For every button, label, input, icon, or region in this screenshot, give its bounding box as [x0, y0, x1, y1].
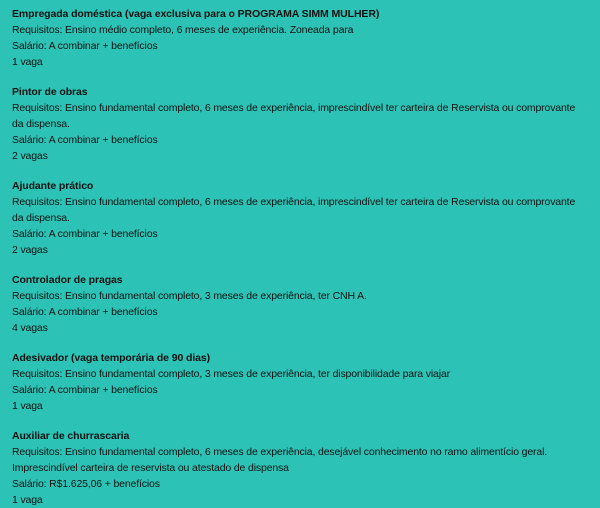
- job-openings: 4 vagas: [12, 322, 48, 334]
- job-listing: [12, 178, 600, 258]
- job-openings: 1 vaga: [12, 400, 43, 412]
- job-title: Pintor de obras: [12, 86, 88, 98]
- job-title: Controlador de pragas: [12, 274, 123, 286]
- job-title: Empregada doméstica (vaga exclusiva para o PROGRAMA SIMM MULHER): [12, 8, 380, 20]
- job-requirements: Requisitos: Ensino fundamental completo, 6 meses de experiência, imprescindível ter carteira de Reservista ou comprovante da dispensa.: [12, 102, 576, 130]
- job-openings: 1 vaga: [12, 494, 43, 506]
- job-requirements: Requisitos: Ensino médio completo, 6 meses de experiência. Zoneada para: [12, 24, 354, 36]
- job-title: Adesivador (vaga temporária de 90 dias): [12, 352, 211, 364]
- job-salary: Salário: A combinar + benefícios: [12, 40, 158, 52]
- job-requirements: Requisitos: Ensino fundamental completo, 3 meses de experiência, ter CNH A.: [12, 290, 367, 302]
- job-salary: Salário: A combinar + benefícios: [12, 306, 158, 318]
- job-requirements: Requisitos: Ensino fundamental completo, 3 meses de experiência, ter disponibilidade para viajar: [12, 368, 450, 380]
- job-requirements: Requisitos: Ensino fundamental completo, 6 meses de experiência, imprescindível ter carteira de Reservista ou comprovante da dispensa.: [12, 196, 576, 224]
- job-requirements: Requisitos: Ensino fundamental completo, 6 meses de experiência, desejável conhecimento no ramo alimentício geral. Imprescindível carteira de reservista ou atestado de dispensa: [12, 446, 548, 474]
- job-openings: 2 vagas: [12, 150, 48, 162]
- job-title: Auxiliar de churrascaria: [12, 430, 130, 442]
- job-listing: [12, 428, 600, 508]
- job-listing: [12, 272, 600, 336]
- job-salary: Salário: R$1.625,06 + benefícios: [12, 478, 160, 490]
- job-title: Ajudante prático: [12, 180, 94, 192]
- job-openings: 2 vagas: [12, 244, 48, 256]
- job-listing: [12, 84, 600, 164]
- job-salary: Salário: A combinar + benefícios: [12, 134, 158, 146]
- job-listing: [12, 6, 600, 70]
- job-openings: 1 vaga: [12, 56, 43, 68]
- job-salary: Salário: A combinar + benefícios: [12, 384, 158, 396]
- job-salary: Salário: A combinar + benefícios: [12, 228, 158, 240]
- job-listing: [12, 350, 600, 414]
